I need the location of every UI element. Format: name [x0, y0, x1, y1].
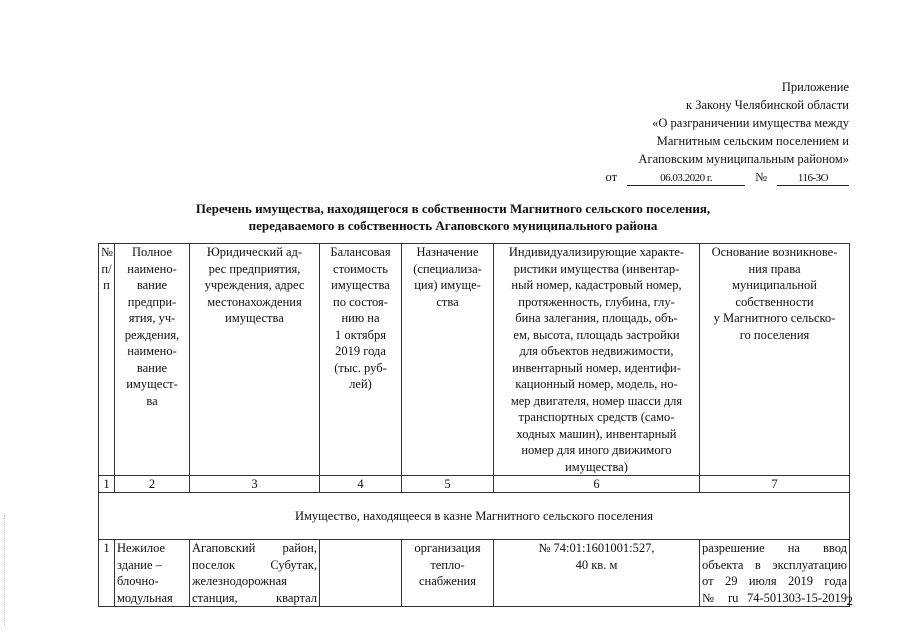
cell-line: кационный номер, модель, но- [515, 377, 678, 391]
column-number: 6 [494, 476, 700, 493]
cell-line: объекта в эксплуатацию [702, 557, 847, 572]
cell-line: бина залегания, площадь, объ- [515, 311, 678, 325]
cell-line: Нежилое [117, 541, 166, 555]
header-cell [402, 244, 494, 476]
column-number: 5 [402, 476, 494, 493]
margin-marks [4, 515, 7, 625]
row-number [99, 540, 115, 607]
row-characteristics [494, 540, 700, 607]
cell-line: 2019 года [335, 344, 386, 358]
cell-line: собственности [735, 294, 814, 309]
title-line-2: передаваемого в собственность Агаповского муниципального района [248, 218, 658, 233]
cell-line: имущества [331, 278, 390, 292]
cell-line: стоимость [333, 261, 388, 276]
cell-line: ва [146, 393, 158, 408]
header-cell [320, 244, 402, 476]
cell-line: реждения, [124, 327, 180, 342]
cell-line: 40 кв. м [575, 557, 618, 572]
cell-line: модульная [117, 590, 173, 605]
cell-line: вание [136, 278, 168, 292]
appendix-line: Приложение [781, 80, 849, 94]
row-value [320, 540, 402, 607]
cell-line: № 74:01:1601001:527, [538, 541, 655, 555]
number-prefix: № [755, 170, 767, 184]
table-row [99, 540, 850, 607]
cell-line: го поселения [739, 327, 810, 342]
cell-line: нию на [341, 311, 380, 325]
cell-line: имущест- [126, 377, 178, 391]
cell-line: ятия, уч- [128, 311, 176, 325]
cell-line: разрешение на ввод [702, 541, 847, 555]
cell-line: п/п [101, 261, 112, 292]
date-number-line [549, 168, 849, 186]
number-value: 116-ЗО [777, 172, 849, 186]
cell-line: для объектов недвижимости, [519, 344, 674, 358]
appendix-line: «О разграничении имущества между [652, 116, 849, 130]
column-number: 7 [700, 476, 850, 493]
cell-line: Агаповский район, [192, 541, 317, 555]
cell-line: организация [414, 541, 481, 555]
header-cell [190, 244, 320, 476]
cell-line: поселок Субутак, [192, 557, 317, 572]
cell-line: вание [136, 360, 168, 375]
row-basis [700, 540, 850, 607]
cell-line: 1 октября [335, 327, 386, 342]
cell-line: учреждения, адрес [204, 278, 305, 292]
date-prefix: от [605, 170, 618, 184]
cell-line: ем, высота, площадь застройки [513, 327, 680, 342]
section-row [99, 493, 850, 540]
cell-line: тепло- [430, 557, 465, 572]
cell-line: Индивидуализирующие характе- [508, 245, 685, 259]
column-number: 3 [190, 476, 320, 493]
cell-line: ства [436, 294, 459, 309]
property-table [98, 243, 850, 607]
cell-line: наимено- [127, 261, 177, 276]
cell-line: Назначение [416, 245, 479, 259]
cell-line: Основание возникнове- [711, 245, 838, 259]
cell-line: здание – [117, 557, 162, 572]
section-title: Имущество, находящееся в казне Магнитного сельского поселения [99, 493, 850, 540]
cell-line: блочно- [117, 574, 159, 588]
cell-line: станция, квартал [192, 590, 317, 605]
cell-line: предпри- [127, 294, 177, 309]
cell-line: железнодорожная [192, 574, 287, 588]
cell-line: (специализа- [413, 261, 482, 276]
cell-line: ный номер, кадастровый номер, [511, 278, 682, 292]
row-purpose [402, 540, 494, 607]
cell-line: лей) [349, 377, 372, 391]
row-name [115, 540, 190, 607]
cell-line: номер для иного движимого [521, 443, 672, 457]
appendix-line: к Закону Челябинской области [686, 98, 849, 112]
cell-line: муниципальной [732, 278, 817, 292]
cell-line: Полное [132, 245, 172, 259]
cell-line: № ru 74-501303-15-2019 [702, 590, 847, 605]
header-cell [99, 244, 115, 476]
appendix-block [549, 78, 849, 186]
cell-line: ристики имущества (инвентар- [513, 261, 680, 276]
cell-line: (тыс. руб- [334, 360, 387, 375]
cell-line: ходных машин), инвентарный [516, 426, 677, 441]
cell-line: транспортных средств (само- [518, 410, 675, 424]
cell-line: Балансовая [330, 245, 391, 259]
cell-line: протяженность, глубина, глу- [518, 294, 675, 309]
appendix-line: Магнитным сельским поселением и [656, 134, 849, 148]
cell-line: рес предприятия, [208, 261, 301, 276]
column-number: 4 [320, 476, 402, 493]
column-number: 2 [115, 476, 190, 493]
cell-line: наимено- [127, 344, 177, 358]
header-cell [700, 244, 850, 476]
cell-line: имущества [225, 311, 284, 325]
title-line-1: Перечень имущества, находящегося в собственности Магнитного сельского поселения, [195, 201, 711, 216]
cell-line: мер двигателя, номер шасси для [510, 393, 683, 408]
date-value: 06.03.2020 г. [627, 172, 745, 186]
cell-line: инвентарный номер, идентифи- [512, 360, 681, 375]
appendix-line: Агаповским муниципальным районом» [638, 152, 849, 166]
cell-line: по состоя- [333, 294, 388, 309]
column-number-row [99, 476, 850, 493]
column-number: 1 [99, 476, 115, 493]
cell-line: ция) имуще- [414, 278, 481, 292]
header-row [99, 244, 850, 476]
cell-line: ния права [748, 261, 801, 276]
header-cell [115, 244, 190, 476]
cell-line: № [101, 245, 113, 259]
document-title [98, 200, 808, 234]
cell-line: имущества) [565, 459, 628, 474]
cell-line: от 29 июля 2019 года [702, 574, 847, 588]
cell-line: Юридический ад- [206, 245, 303, 259]
cell-line: 1 [103, 541, 110, 555]
row-address [190, 540, 320, 607]
cell-line: снабжения [419, 574, 476, 588]
cell-line: у Магнитного сельско- [713, 311, 836, 325]
cell-line: местонахождения [207, 294, 302, 309]
header-cell [494, 244, 700, 476]
page-number: 2 [846, 593, 853, 608]
